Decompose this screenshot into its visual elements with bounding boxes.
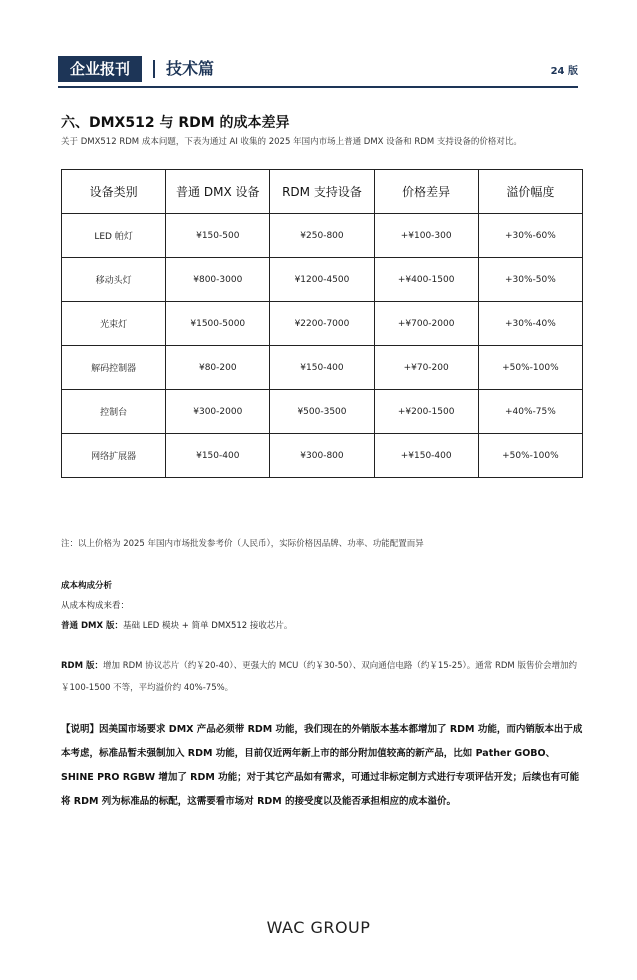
dmx-cost-line bbox=[61, 619, 292, 631]
table-cell: 解码控制器 bbox=[62, 346, 166, 390]
column-header: 价格差异 bbox=[374, 170, 478, 214]
table-row bbox=[62, 214, 583, 258]
table-cell: +¥150-400 bbox=[374, 434, 478, 478]
price-note: 注：以上价格为 2025 年国内市场批发参考价（人民币），实际价格因品牌、功率、功能配置而异 bbox=[61, 539, 424, 549]
table-cell: +¥200-1500 bbox=[374, 390, 478, 434]
table-cell: ¥300-800 bbox=[270, 434, 374, 478]
table-cell: 光束灯 bbox=[62, 302, 166, 346]
table-cell: +50%-100% bbox=[478, 434, 582, 478]
table-cell: ¥300-2000 bbox=[166, 390, 270, 434]
table-cell: ¥1500-5000 bbox=[166, 302, 270, 346]
table-cell: ¥1200-4500 bbox=[270, 258, 374, 302]
table-cell: 移动头灯 bbox=[62, 258, 166, 302]
header-rule bbox=[58, 86, 578, 88]
table-row bbox=[62, 302, 583, 346]
table-cell: ¥150-500 bbox=[166, 214, 270, 258]
dmx-text: 基础 LED 模块 + 简单 DMX512 接收芯片。 bbox=[123, 621, 293, 631]
table-cell: +¥400-1500 bbox=[374, 258, 478, 302]
table-cell: ¥150-400 bbox=[166, 434, 270, 478]
table-cell: ¥150-400 bbox=[270, 346, 374, 390]
table-cell: +50%-100% bbox=[478, 346, 582, 390]
table-cell: LED 帕灯 bbox=[62, 214, 166, 258]
table-cell: +40%-75% bbox=[478, 390, 582, 434]
column-header: 普通 DMX 设备 bbox=[166, 170, 270, 214]
table-cell: +¥100-300 bbox=[374, 214, 478, 258]
table-cell: 网络扩展器 bbox=[62, 434, 166, 478]
header-divider bbox=[153, 60, 155, 78]
table-cell: ¥800-3000 bbox=[166, 258, 270, 302]
table-cell: +30%-40% bbox=[478, 302, 582, 346]
table-header-row bbox=[62, 170, 583, 214]
section-label: 技术篇 bbox=[166, 59, 215, 78]
table-cell: +¥700-2000 bbox=[374, 302, 478, 346]
table-row bbox=[62, 346, 583, 390]
table-cell: +30%-60% bbox=[478, 214, 582, 258]
footer-logo: WAC GROUP bbox=[266, 918, 371, 937]
explanation-paragraph: 【说明】因美国市场要求 DMX 产品必须带 RDM 功能，我们现在的外销版本基本都增加了 RDM 功能，而内销版本出于成本考虑，标准品暂未强制加入 RDM 功能，目前仅近两年新上市的部分附加值较高的新产品，比如 Pather GOBO、SHINE PRO RGBW 增加了 RDM 功能；对于其它产品如有需求，可通过非标定制方式进行专项评估开发；后续也有可能将 RDM 列为标准品的标配，这需要看市场对 RDM 的接受度以及能否承担相应的成本溢价。 bbox=[61, 724, 583, 807]
page-number: 24 版 bbox=[550, 66, 578, 77]
dmx-label: 普通 DMX 版： bbox=[61, 621, 123, 631]
rdm-text: 增加 RDM 协议芯片（约￥20-40）、更强大的 MCU（约￥30-50）、双向通信电路（约￥15-25）。通常 RDM 版售价会增加约￥100-1500 不等，平均溢价约 40%-75%。 bbox=[61, 661, 577, 693]
rdm-label: RDM 版： bbox=[61, 661, 104, 671]
intro-text: 关于 DMX512 RDM 成本问题，下表为通过 AI 收集的 2025 年国内市场上普通 DMX 设备和 RDM 支持设备的价格对比。 bbox=[61, 137, 522, 147]
table-cell: ¥250-800 bbox=[270, 214, 374, 258]
table-cell: +¥70-200 bbox=[374, 346, 478, 390]
table-cell: 控制台 bbox=[62, 390, 166, 434]
table-cell: ¥500-3500 bbox=[270, 390, 374, 434]
column-header: 设备类别 bbox=[62, 170, 166, 214]
table-cell: ¥2200-7000 bbox=[270, 302, 374, 346]
column-header: 溢价幅度 bbox=[478, 170, 582, 214]
publication-badge: 企业报刊 bbox=[58, 56, 142, 82]
rdm-cost-paragraph bbox=[61, 655, 581, 699]
table-cell: ¥80-200 bbox=[166, 346, 270, 390]
price-comparison-table bbox=[61, 169, 583, 478]
page-header bbox=[58, 56, 578, 86]
table-row bbox=[62, 258, 583, 302]
section-title: 六、DMX512 与 RDM 的成本差异 bbox=[61, 115, 290, 131]
analysis-lead: 从成本构成来看： bbox=[61, 601, 130, 611]
analysis-title: 成本构成分析 bbox=[61, 581, 113, 591]
table-row bbox=[62, 390, 583, 434]
table-row bbox=[62, 434, 583, 478]
table-cell: +30%-50% bbox=[478, 258, 582, 302]
column-header: RDM 支持设备 bbox=[270, 170, 374, 214]
